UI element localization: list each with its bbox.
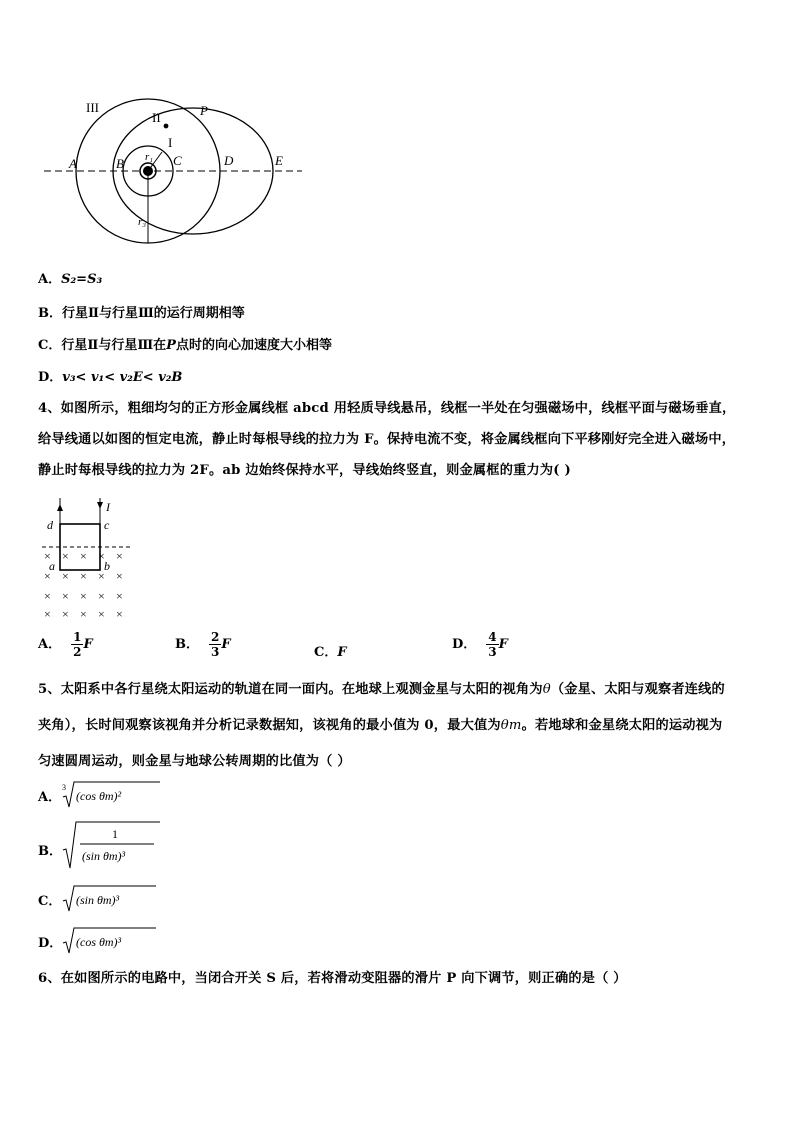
magnetic-field-crosses [44, 549, 123, 621]
q4-option-b [175, 630, 231, 659]
q5-option-a-radical [62, 778, 162, 810]
q5-option-b-denominator: (sin θm)³ [82, 849, 126, 863]
q3-option-a [38, 268, 102, 287]
q5-option-d-letter: D． [38, 936, 63, 951]
q5-option-b-letter: B． [38, 844, 62, 859]
q4-option-a-letter: A． [38, 637, 62, 652]
q5-option-b-radical [62, 818, 162, 870]
q5-option-a [38, 786, 61, 805]
svg-text:×: × [80, 569, 87, 583]
label-a-corner: a [49, 559, 55, 573]
label-b: B [116, 156, 124, 171]
q4-option-d-var: F [498, 637, 508, 652]
label-r1: r₁ [145, 151, 154, 163]
point-p-dot [164, 124, 169, 129]
label-c: C [173, 153, 182, 168]
q3-option-a-letter: A． [38, 272, 62, 287]
svg-text:×: × [44, 569, 51, 583]
q5-option-b [38, 840, 62, 859]
q4-option-d [452, 630, 508, 659]
svg-text:×: × [116, 607, 123, 621]
q3-option-c-letter: C． [38, 338, 62, 353]
svg-text:×: × [44, 607, 51, 621]
q4-line-3: 静止时每根导线的拉力为 2F。ab 边始终保持水平，导线始终竖直，则金属框的重力为( ) [38, 463, 571, 478]
q5-line-3: 匀速圆周运动，则金星与地球公转周期的比值为（ ） [38, 754, 351, 769]
q4-option-b-fraction: $\frac{2}{3}$ [211, 630, 220, 659]
q4-option-d-fraction: $\frac{4}{3}$ [488, 630, 497, 659]
theta-symbol: θ [542, 682, 551, 697]
q5-option-a-letter: A． [38, 790, 62, 805]
svg-text:×: × [80, 589, 87, 603]
q6-line-1: 6、在如图所示的电路中，当闭合开关 S 后，若将滑动变阻器的滑片 P 向下调节，则正确的是（ ） [38, 971, 627, 986]
q5-option-c-letter: C． [38, 894, 62, 909]
svg-text:×: × [62, 549, 69, 563]
q4-option-c-text: F [337, 645, 347, 660]
q4-line-1: 4、如图所示，粗细均匀的正方形金属线框 abcd 用轻质导线悬吊，线框一半处在匀强磁场中，线框平面与磁场垂直， [38, 401, 736, 416]
q3-option-d [38, 366, 182, 385]
label-orbit3: III [86, 100, 99, 115]
current-arrow-up [57, 504, 63, 511]
q3-option-b-letter: B． [38, 306, 62, 321]
theta-m-symbol: θm [500, 718, 522, 733]
svg-text:×: × [98, 607, 105, 621]
label-d-corner: d [47, 518, 53, 532]
q5-line-1: 5、太阳系中各行星绕太阳运动的轨道在同一面内。在地球上观测金星与太阳的视角为θ（金星、太阳与观察者连线的 [38, 682, 725, 697]
orbit-diagram [40, 92, 310, 252]
svg-text:×: × [62, 569, 69, 583]
q3-option-c-text-pre: 行星Ⅱ与行星Ⅲ在 [61, 338, 167, 353]
q3-option-a-text: S₂=S₃ [61, 272, 103, 287]
svg-text:×: × [116, 569, 123, 583]
svg-text:×: × [62, 589, 69, 603]
label-a: A [69, 156, 77, 171]
q4-line-2: 给导线通以如图的恒定电流，静止时每根导线的拉力为 F。保持电流不变，将金属线框向下平移刚好完全进入磁场中， [38, 432, 736, 447]
label-orbit1: I [168, 135, 173, 150]
q4-option-c [314, 641, 347, 660]
label-d: D [224, 153, 234, 168]
q3-option-c [38, 334, 332, 353]
svg-text:×: × [80, 607, 87, 621]
q4-option-d-letter: D． [452, 637, 477, 652]
label-point-p: P [200, 103, 208, 118]
label-e: E [275, 153, 283, 168]
svg-text:×: × [98, 549, 105, 563]
q4-option-c-letter: C． [314, 645, 338, 660]
q5-option-a-expr: (cos θm)² [76, 789, 122, 803]
svg-text:×: × [80, 549, 87, 563]
q4-option-b-letter: B． [175, 637, 199, 652]
q5-option-d [38, 932, 62, 951]
q4-option-b-var: F [221, 637, 231, 652]
label-r3: r₃ [138, 216, 147, 228]
svg-text:×: × [98, 569, 105, 583]
q5-option-b-numerator: 1 [112, 827, 118, 841]
label-b-corner: b [104, 559, 110, 573]
svg-text:×: × [98, 589, 105, 603]
q5-option-d-expr: (cos θm)³ [76, 935, 122, 949]
q3-option-b [38, 302, 245, 321]
q5-option-d-radical [62, 924, 162, 956]
current-arrow-down [97, 502, 103, 509]
q4-option-a [38, 630, 93, 659]
q5-option-c [38, 890, 61, 909]
q4-option-a-fraction: $\frac{1}{2}$ [73, 630, 82, 659]
q4-option-a-var: F [83, 637, 93, 652]
svg-text:×: × [62, 607, 69, 621]
label-current: I [106, 500, 110, 514]
q5-line-2: 夹角），长时间观察该视角并分析记录数据知，该视角的最小值为 0，最大值为θm。若地球和金星绕太阳的运动视为 [38, 718, 723, 733]
svg-text:×: × [44, 589, 51, 603]
q5-option-c-radical [62, 882, 162, 914]
radical-index: 3 [62, 783, 66, 792]
label-c-corner: c [104, 518, 110, 532]
svg-text:×: × [44, 549, 51, 563]
label-orbit2: II [152, 110, 161, 125]
svg-text:×: × [116, 549, 123, 563]
q3-option-c-point: P [166, 338, 176, 353]
svg-text:×: × [116, 589, 123, 603]
wire-frame-diagram [38, 494, 138, 626]
q5-option-c-expr: (sin θm)³ [76, 893, 120, 907]
q3-option-b-text: 行星Ⅱ与行星Ⅲ的运行周期相等 [62, 306, 245, 321]
q3-option-d-letter: D． [38, 370, 63, 385]
q3-option-c-text-post: 点时的向心加速度大小相等 [175, 338, 332, 353]
q3-option-d-text: v₃< v₁< v₂E< v₂B [62, 370, 183, 385]
